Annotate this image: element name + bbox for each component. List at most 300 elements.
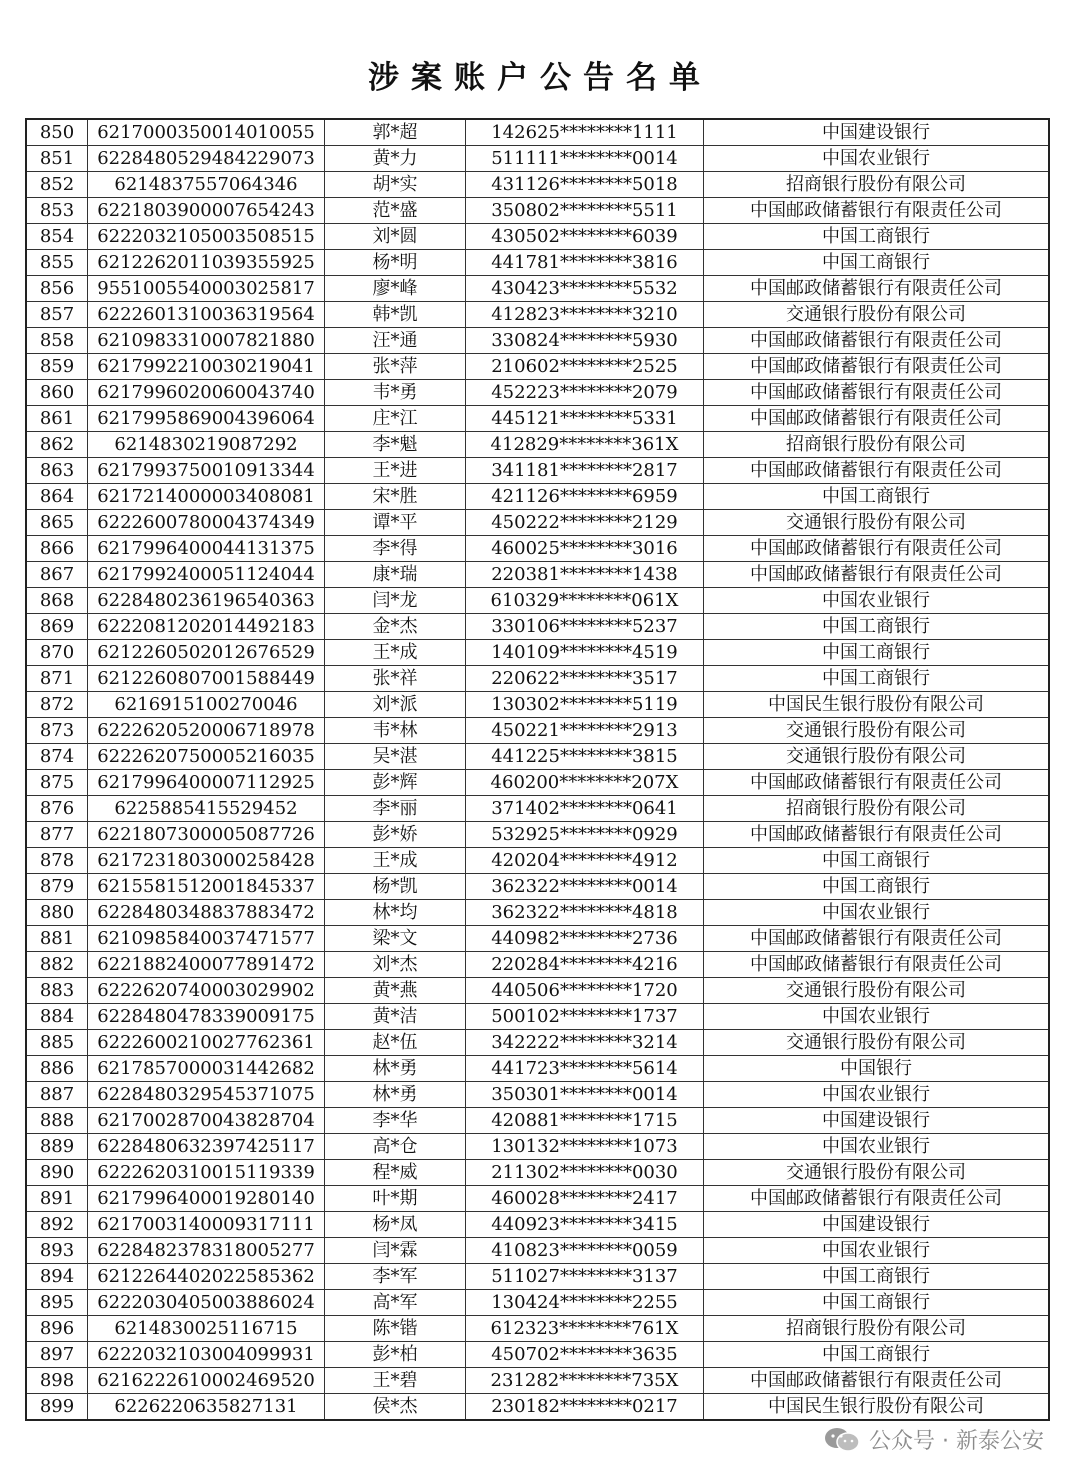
account-name: 陈*锴: [325, 1316, 466, 1342]
table-row: [26, 432, 1049, 458]
row-number: 899: [26, 1394, 88, 1421]
account-name: 彭*柏: [325, 1342, 466, 1368]
table-row: [26, 926, 1049, 952]
account-name: 闫*霖: [325, 1238, 466, 1264]
row-number: 861: [26, 406, 88, 432]
table-row: [26, 588, 1049, 614]
id-number: 130302********5119: [466, 692, 704, 718]
account-name: 刘*杰: [325, 952, 466, 978]
table-row: [26, 172, 1049, 198]
bank-name: 招商银行股份有限公司: [704, 1316, 1050, 1342]
row-number: 880: [26, 900, 88, 926]
card-number: 6217992210030219041: [88, 354, 325, 380]
account-name: 高*仓: [325, 1134, 466, 1160]
table-row: [26, 1004, 1049, 1030]
row-number: 885: [26, 1030, 88, 1056]
row-number: 860: [26, 380, 88, 406]
table-row: [26, 900, 1049, 926]
account-name: 宋*胜: [325, 484, 466, 510]
wechat-icon: [823, 1426, 861, 1454]
card-number: 6228480632397425117: [88, 1134, 325, 1160]
card-number: 6222601310036319564: [88, 302, 325, 328]
table-row: [26, 1316, 1049, 1342]
row-number: 850: [26, 119, 88, 146]
bank-name: 交通银行股份有限公司: [704, 718, 1050, 744]
table-row: [26, 1082, 1049, 1108]
table-row: [26, 796, 1049, 822]
table-row: [26, 1238, 1049, 1264]
id-number: 440506********1720: [466, 978, 704, 1004]
card-number: 6217996020060043740: [88, 380, 325, 406]
table-row: [26, 1108, 1049, 1134]
card-number: 6217231803000258428: [88, 848, 325, 874]
id-number: 210602********2525: [466, 354, 704, 380]
row-number: 863: [26, 458, 88, 484]
card-number: 6217000350014010055: [88, 119, 325, 146]
account-name: 吴*湛: [325, 744, 466, 770]
id-number: 421126********6959: [466, 484, 704, 510]
card-number: 6212262011039355925: [88, 250, 325, 276]
bank-name: 交通银行股份有限公司: [704, 1030, 1050, 1056]
table-row: [26, 1368, 1049, 1394]
id-number: 140109********4519: [466, 640, 704, 666]
card-number: 6217002870043828704: [88, 1108, 325, 1134]
row-number: 897: [26, 1342, 88, 1368]
card-number: 6226220635827131: [88, 1394, 325, 1421]
row-number: 879: [26, 874, 88, 900]
card-number: 6222620740003029902: [88, 978, 325, 1004]
id-number: 430502********6039: [466, 224, 704, 250]
bank-name: 中国邮政储蓄银行有限责任公司: [704, 952, 1050, 978]
table-row: [26, 380, 1049, 406]
id-number: 532925********0929: [466, 822, 704, 848]
id-number: 342222********3214: [466, 1030, 704, 1056]
id-number: 511027********3137: [466, 1264, 704, 1290]
id-number: 362322********4818: [466, 900, 704, 926]
card-number: 6212260807001588449: [88, 666, 325, 692]
table-row: [26, 354, 1049, 380]
table-row: [26, 770, 1049, 796]
bank-name: 中国农业银行: [704, 1004, 1050, 1030]
card-number: 6228480236196540363: [88, 588, 325, 614]
id-number: 220622********3517: [466, 666, 704, 692]
row-number: 852: [26, 172, 88, 198]
id-number: 450221********2913: [466, 718, 704, 744]
table-row: [26, 822, 1049, 848]
bank-name: 招商银行股份有限公司: [704, 172, 1050, 198]
id-number: 350802********5511: [466, 198, 704, 224]
card-number: 6217857000031442682: [88, 1056, 325, 1082]
table-row: [26, 1212, 1049, 1238]
id-number: 445121********5331: [466, 406, 704, 432]
id-number: 511111********0014: [466, 146, 704, 172]
bank-name: 中国工商银行: [704, 1290, 1050, 1316]
row-number: 862: [26, 432, 88, 458]
account-name: 胡*实: [325, 172, 466, 198]
row-number: 868: [26, 588, 88, 614]
watermark: [823, 1424, 1044, 1455]
id-number: 230182********0217: [466, 1394, 704, 1421]
card-number: 6228480478339009175: [88, 1004, 325, 1030]
id-number: 431126********5018: [466, 172, 704, 198]
id-number: 231282********735X: [466, 1368, 704, 1394]
row-number: 893: [26, 1238, 88, 1264]
bank-name: 交通银行股份有限公司: [704, 1160, 1050, 1186]
id-number: 220284********4216: [466, 952, 704, 978]
account-name: 程*威: [325, 1160, 466, 1186]
card-number: 6225885415529452: [88, 796, 325, 822]
bank-name: 中国建设银行: [704, 1212, 1050, 1238]
bank-name: 交通银行股份有限公司: [704, 744, 1050, 770]
id-number: 441723********5614: [466, 1056, 704, 1082]
card-number: 6214830219087292: [88, 432, 325, 458]
row-number: 855: [26, 250, 88, 276]
account-table: [25, 118, 1050, 1421]
card-number: 9551005540003025817: [88, 276, 325, 302]
card-number: 6228480329545371075: [88, 1082, 325, 1108]
bank-name: 招商银行股份有限公司: [704, 432, 1050, 458]
bank-name: 中国邮政储蓄银行有限责任公司: [704, 328, 1050, 354]
page-title: 涉案账户公告名单: [368, 60, 712, 96]
bank-name: 中国邮政储蓄银行有限责任公司: [704, 380, 1050, 406]
bank-name: 中国银行: [704, 1056, 1050, 1082]
row-number: 883: [26, 978, 88, 1004]
card-number: 6214837557064346: [88, 172, 325, 198]
bank-name: 中国工商银行: [704, 224, 1050, 250]
account-name: 李*丽: [325, 796, 466, 822]
account-name: 梁*文: [325, 926, 466, 952]
row-number: 892: [26, 1212, 88, 1238]
card-number: 6221803900007654243: [88, 198, 325, 224]
account-name: 郭*超: [325, 119, 466, 146]
account-name: 王*成: [325, 640, 466, 666]
id-number: 610329********061X: [466, 588, 704, 614]
id-number: 420881********1715: [466, 1108, 704, 1134]
table-row: [26, 198, 1049, 224]
account-name: 李*得: [325, 536, 466, 562]
bank-name: 中国工商银行: [704, 848, 1050, 874]
table-row: [26, 952, 1049, 978]
id-number: 341181********2817: [466, 458, 704, 484]
row-number: 887: [26, 1082, 88, 1108]
bank-name: 中国农业银行: [704, 1238, 1050, 1264]
row-number: 888: [26, 1108, 88, 1134]
bank-name: 中国邮政储蓄银行有限责任公司: [704, 406, 1050, 432]
table-row: [26, 744, 1049, 770]
row-number: 886: [26, 1056, 88, 1082]
card-number: 6222032105003508515: [88, 224, 325, 250]
card-number: 6222600780004374349: [88, 510, 325, 536]
bank-name: 中国工商银行: [704, 1264, 1050, 1290]
row-number: 856: [26, 276, 88, 302]
table-row: [26, 614, 1049, 640]
id-number: 220381********1438: [466, 562, 704, 588]
table-row: [26, 1056, 1049, 1082]
table-row: [26, 874, 1049, 900]
account-name: 杨*凤: [325, 1212, 466, 1238]
table-row: [26, 692, 1049, 718]
row-number: 877: [26, 822, 88, 848]
account-name: 林*勇: [325, 1056, 466, 1082]
card-number: 6216915100270046: [88, 692, 325, 718]
bank-name: 交通银行股份有限公司: [704, 302, 1050, 328]
id-number: 441781********3816: [466, 250, 704, 276]
id-number: 450222********2129: [466, 510, 704, 536]
row-number: 865: [26, 510, 88, 536]
account-name: 韦*林: [325, 718, 466, 744]
account-name: 侯*杰: [325, 1394, 466, 1421]
row-number: 872: [26, 692, 88, 718]
id-number: 612323********761X: [466, 1316, 704, 1342]
row-number: 874: [26, 744, 88, 770]
id-number: 410823********0059: [466, 1238, 704, 1264]
account-name: 闫*龙: [325, 588, 466, 614]
bank-name: 中国建设银行: [704, 1108, 1050, 1134]
bank-name: 中国邮政储蓄银行有限责任公司: [704, 770, 1050, 796]
account-name: 韩*凯: [325, 302, 466, 328]
account-name: 王*碧: [325, 1368, 466, 1394]
card-number: 6215581512001845337: [88, 874, 325, 900]
account-name: 庄*江: [325, 406, 466, 432]
id-number: 460025********3016: [466, 536, 704, 562]
id-number: 371402********0641: [466, 796, 704, 822]
row-number: 884: [26, 1004, 88, 1030]
account-name: 汪*通: [325, 328, 466, 354]
id-number: 330106********5237: [466, 614, 704, 640]
table-row: [26, 666, 1049, 692]
account-name: 彭*娇: [325, 822, 466, 848]
bank-name: 中国民生银行股份有限公司: [704, 692, 1050, 718]
table-row: [26, 1394, 1049, 1421]
row-number: 895: [26, 1290, 88, 1316]
id-number: 350301********0014: [466, 1082, 704, 1108]
card-number: 6222081202014492183: [88, 614, 325, 640]
account-name: 杨*明: [325, 250, 466, 276]
card-number: 6217996400007112925: [88, 770, 325, 796]
account-name: 杨*凯: [325, 874, 466, 900]
id-number: 441225********3815: [466, 744, 704, 770]
id-number: 420204********4912: [466, 848, 704, 874]
table-row: [26, 1342, 1049, 1368]
table-row: [26, 718, 1049, 744]
id-number: 412823********3210: [466, 302, 704, 328]
row-number: 878: [26, 848, 88, 874]
account-name: 赵*伍: [325, 1030, 466, 1056]
table-row: [26, 1186, 1049, 1212]
row-number: 889: [26, 1134, 88, 1160]
bank-name: 中国邮政储蓄银行有限责任公司: [704, 562, 1050, 588]
account-name: 王*进: [325, 458, 466, 484]
id-number: 460200********207X: [466, 770, 704, 796]
table-row: [26, 1134, 1049, 1160]
account-name: 刘*圆: [325, 224, 466, 250]
bank-name: 中国工商银行: [704, 874, 1050, 900]
bank-name: 中国邮政储蓄银行有限责任公司: [704, 1368, 1050, 1394]
card-number: 6222620520006718978: [88, 718, 325, 744]
row-number: 854: [26, 224, 88, 250]
card-number: 6222032103004099931: [88, 1342, 325, 1368]
id-number: 130132********1073: [466, 1134, 704, 1160]
table-row: [26, 276, 1049, 302]
bank-name: 招商银行股份有限公司: [704, 796, 1050, 822]
account-name: 金*杰: [325, 614, 466, 640]
table-row: [26, 1290, 1049, 1316]
card-number: 6212260502012676529: [88, 640, 325, 666]
card-number: 6222620750005216035: [88, 744, 325, 770]
row-number: 857: [26, 302, 88, 328]
bank-name: 中国工商银行: [704, 666, 1050, 692]
bank-name: 中国工商银行: [704, 484, 1050, 510]
id-number: 211302********0030: [466, 1160, 704, 1186]
card-number: 6214830025116715: [88, 1316, 325, 1342]
card-number: 6210983310007821880: [88, 328, 325, 354]
account-name: 王*成: [325, 848, 466, 874]
card-number: 6217996400044131375: [88, 536, 325, 562]
table-row: [26, 484, 1049, 510]
table-row: [26, 1264, 1049, 1290]
id-number: 500102********1737: [466, 1004, 704, 1030]
account-name: 李*军: [325, 1264, 466, 1290]
bank-name: 中国邮政储蓄银行有限责任公司: [704, 1186, 1050, 1212]
row-number: 891: [26, 1186, 88, 1212]
row-number: 866: [26, 536, 88, 562]
card-number: 6217995869004396064: [88, 406, 325, 432]
account-name: 黄*燕: [325, 978, 466, 1004]
card-number: 6222620310015119339: [88, 1160, 325, 1186]
card-number: 6217003140009317111: [88, 1212, 325, 1238]
card-number: 6221807300005087726: [88, 822, 325, 848]
bank-name: 中国民生银行股份有限公司: [704, 1394, 1050, 1421]
table-row: [26, 458, 1049, 484]
account-name: 张*萍: [325, 354, 466, 380]
row-number: 875: [26, 770, 88, 796]
row-number: 890: [26, 1160, 88, 1186]
card-number: 6221882400077891472: [88, 952, 325, 978]
bank-name: 中国邮政储蓄银行有限责任公司: [704, 354, 1050, 380]
row-number: 894: [26, 1264, 88, 1290]
id-number: 450702********3635: [466, 1342, 704, 1368]
card-number: 6217996400019280140: [88, 1186, 325, 1212]
table-row: [26, 1160, 1049, 1186]
id-number: 440982********2736: [466, 926, 704, 952]
bank-name: 中国邮政储蓄银行有限责任公司: [704, 458, 1050, 484]
bank-name: 中国邮政储蓄银行有限责任公司: [704, 276, 1050, 302]
bank-name: 中国农业银行: [704, 900, 1050, 926]
table-row: [26, 848, 1049, 874]
card-number: 6217992400051124044: [88, 562, 325, 588]
table-row: [26, 250, 1049, 276]
bank-name: 中国工商银行: [704, 614, 1050, 640]
table-row: [26, 406, 1049, 432]
card-number: 6216222610002469520: [88, 1368, 325, 1394]
card-number: 6217993750010913344: [88, 458, 325, 484]
row-number: 851: [26, 146, 88, 172]
row-number: 881: [26, 926, 88, 952]
account-name: 张*祥: [325, 666, 466, 692]
card-number: 6228480348837883472: [88, 900, 325, 926]
table-row: [26, 119, 1049, 146]
id-number: 142625********1111: [466, 119, 704, 146]
bank-name: 中国工商银行: [704, 250, 1050, 276]
account-name: 廖*峰: [325, 276, 466, 302]
table-row: [26, 978, 1049, 1004]
card-number: 6222600210027762361: [88, 1030, 325, 1056]
bank-name: 中国工商银行: [704, 1342, 1050, 1368]
card-number: 6222030405003886024: [88, 1290, 325, 1316]
bank-name: 中国邮政储蓄银行有限责任公司: [704, 822, 1050, 848]
id-number: 430423********5532: [466, 276, 704, 302]
id-number: 362322********0014: [466, 874, 704, 900]
account-name: 康*瑞: [325, 562, 466, 588]
id-number: 440923********3415: [466, 1212, 704, 1238]
row-number: 898: [26, 1368, 88, 1394]
row-number: 870: [26, 640, 88, 666]
account-name: 刘*派: [325, 692, 466, 718]
bank-name: 交通银行股份有限公司: [704, 978, 1050, 1004]
bank-name: 中国邮政储蓄银行有限责任公司: [704, 536, 1050, 562]
watermark-text: 公众号 · 新泰公安: [869, 1429, 1044, 1454]
table-row: [26, 562, 1049, 588]
account-name: 谭*平: [325, 510, 466, 536]
account-name: 彭*辉: [325, 770, 466, 796]
card-number: 6228482378318005277: [88, 1238, 325, 1264]
card-number: 6212264402022585362: [88, 1264, 325, 1290]
table-body: [26, 119, 1049, 1420]
id-number: 452223********2079: [466, 380, 704, 406]
account-name: 林*勇: [325, 1082, 466, 1108]
table-row: [26, 536, 1049, 562]
card-number: 6217214000003408081: [88, 484, 325, 510]
account-name: 林*均: [325, 900, 466, 926]
account-name: 韦*勇: [325, 380, 466, 406]
bank-name: 中国农业银行: [704, 1082, 1050, 1108]
id-number: 460028********2417: [466, 1186, 704, 1212]
bank-name: 中国农业银行: [704, 588, 1050, 614]
card-number: 6210985840037471577: [88, 926, 325, 952]
row-number: 859: [26, 354, 88, 380]
table-row: [26, 302, 1049, 328]
account-name: 黄*洁: [325, 1004, 466, 1030]
row-number: 871: [26, 666, 88, 692]
row-number: 853: [26, 198, 88, 224]
bank-name: 中国邮政储蓄银行有限责任公司: [704, 926, 1050, 952]
table-row: [26, 224, 1049, 250]
row-number: 867: [26, 562, 88, 588]
bank-name: 中国邮政储蓄银行有限责任公司: [704, 198, 1050, 224]
row-number: 876: [26, 796, 88, 822]
id-number: 330824********5930: [466, 328, 704, 354]
table-row: [26, 1030, 1049, 1056]
row-number: 869: [26, 614, 88, 640]
id-number: 130424********2255: [466, 1290, 704, 1316]
row-number: 882: [26, 952, 88, 978]
card-number: 6228480529484229073: [88, 146, 325, 172]
account-name: 黄*力: [325, 146, 466, 172]
account-name: 范*盛: [325, 198, 466, 224]
table-row: [26, 510, 1049, 536]
bank-name: 中国农业银行: [704, 1134, 1050, 1160]
row-number: 873: [26, 718, 88, 744]
row-number: 896: [26, 1316, 88, 1342]
bank-name: 交通银行股份有限公司: [704, 510, 1050, 536]
bank-name: 中国农业银行: [704, 146, 1050, 172]
bank-name: 中国工商银行: [704, 640, 1050, 666]
table-row: [26, 328, 1049, 354]
account-name: 高*军: [325, 1290, 466, 1316]
row-number: 858: [26, 328, 88, 354]
account-name: 叶*期: [325, 1186, 466, 1212]
account-name: 李*华: [325, 1108, 466, 1134]
